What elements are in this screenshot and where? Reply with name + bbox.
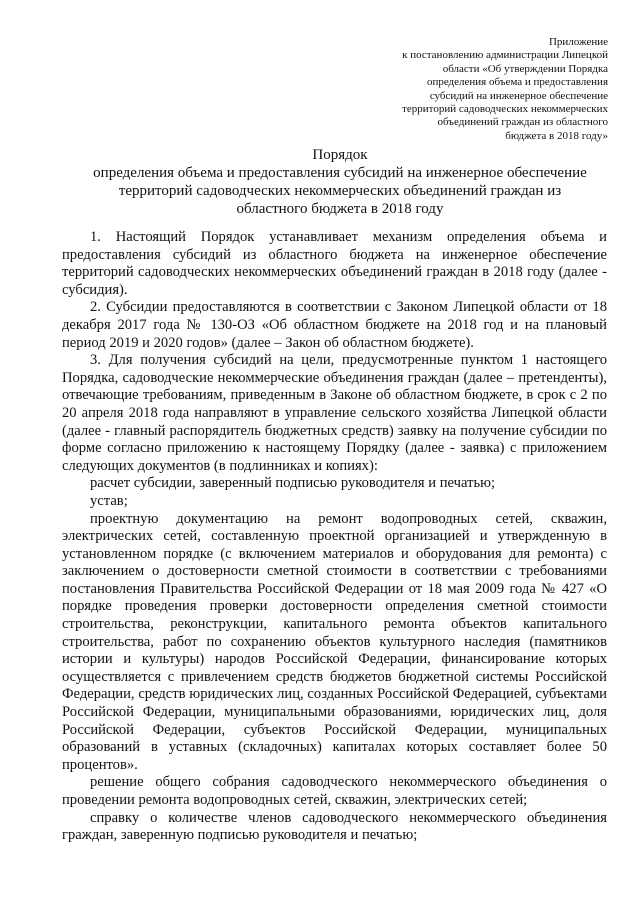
appendix-line: к постановлению администрации Липецкой bbox=[402, 49, 608, 62]
appendix-line: бюджета в 2018 году» bbox=[505, 129, 608, 142]
appendix-line: объединений граждан из областного bbox=[437, 116, 608, 129]
list-item-general-meeting-decision: решение общего собрания садоводческого некоммерческого объединения о проведении ремонта водопроводных сетей, скважин, электрических сетей; bbox=[62, 774, 607, 808]
appendix-line: территорий садоводческих некоммерческих bbox=[402, 103, 608, 116]
document-title bbox=[80, 146, 600, 218]
appendix-line: области «Об утверждении Порядка bbox=[442, 62, 608, 75]
appendix-line: Приложение bbox=[548, 36, 608, 48]
appendix-line: субсидий на инженерное обеспечение bbox=[429, 89, 608, 102]
list-item-members-certificate: справку о количестве членов садоводческого некоммерческого объединения граждан, заверенную подписью руководителя и печатью; bbox=[62, 809, 607, 844]
list-item-charter: устав; bbox=[90, 492, 128, 509]
paragraph-1: 1. Настоящий Порядок устанавливает механизм определения объема и предоставления субсидий из областного бюджета на инженерное обеспечение территорий садоводческих некоммерческих объединений граждан в 2018 году (далее - субсидия). bbox=[62, 229, 607, 298]
list-item-subsidy-calculation: расчет субсидии, заверенный подписью руководителя и печатью; bbox=[90, 475, 496, 492]
list-item-project-documentation: проектную документацию на ремонт водопроводных сетей, скважин, электрических сетей, составленную проектной организацией и утвержденную в установленном порядке (с включением материалов и оборудования для ремонта) с заключением о достоверности сметной стоимости в соответствии с требованиями постановления Правительства Российской Федерации от 18 мая 2009 года № 427 «О порядке проведения проверки достоверности определения сметной стоимости строительства, реконструкции, капитального ремонта объектов капитального строительства, работ по сохранению объектов культурного наследия (памятников истории и культуры) народов Российской Федерации, финансирование которых осуществляется с привлечением средств бюджетов бюджетной системы Российской Федерации, средств юридических лиц, созданных Российской Федерацией, субъектами Российской Федерации, муниципальными образованиями, юридических лиц, доля Российской Федерации, субъектов Российской Федерации, муниципальных образований в уставных (складочных) капиталах которых составляет более 50 процентов». bbox=[62, 510, 607, 773]
title-line: определения объема и предоставления субсидий на инженерное обеспечение bbox=[93, 165, 587, 181]
appendix-line: определения объема и предоставления bbox=[426, 76, 608, 89]
document-body bbox=[62, 229, 607, 845]
paragraph-3: 3. Для получения субсидий на цели, предусмотренные пунктом 1 настоящего Порядка, садоводческие некоммерческие объединения граждан (далее – претенденты), отвечающие требованиям, приведенным в Законе об областном бюджете, в срок с 2 по 20 апреля 2018 года направляют в управление сельского хозяйства Липецкой области (далее - главный распорядитель бюджетных средств) заявку на получение субсидии по форме согласно приложению к настоящему Порядку (далее - заявка) с приложением следующих документов (в подлинниках и копиях): bbox=[62, 352, 607, 474]
title-line: Порядок bbox=[312, 147, 368, 163]
appendix-header bbox=[348, 36, 608, 143]
title-line: областного бюджета в 2018 году bbox=[236, 201, 444, 217]
paragraph-2: 2. Субсидии предоставляются в соответствии с Законом Липецкой области от 18 декабря 2017 года № 130-ОЗ «Об областном бюджете на 2018 год и на плановый период 2019 и 2020 годов» (далее – Закон об областном бюджете). bbox=[62, 299, 607, 351]
title-line: территорий садоводческих некоммерческих объединений граждан из bbox=[118, 183, 562, 199]
